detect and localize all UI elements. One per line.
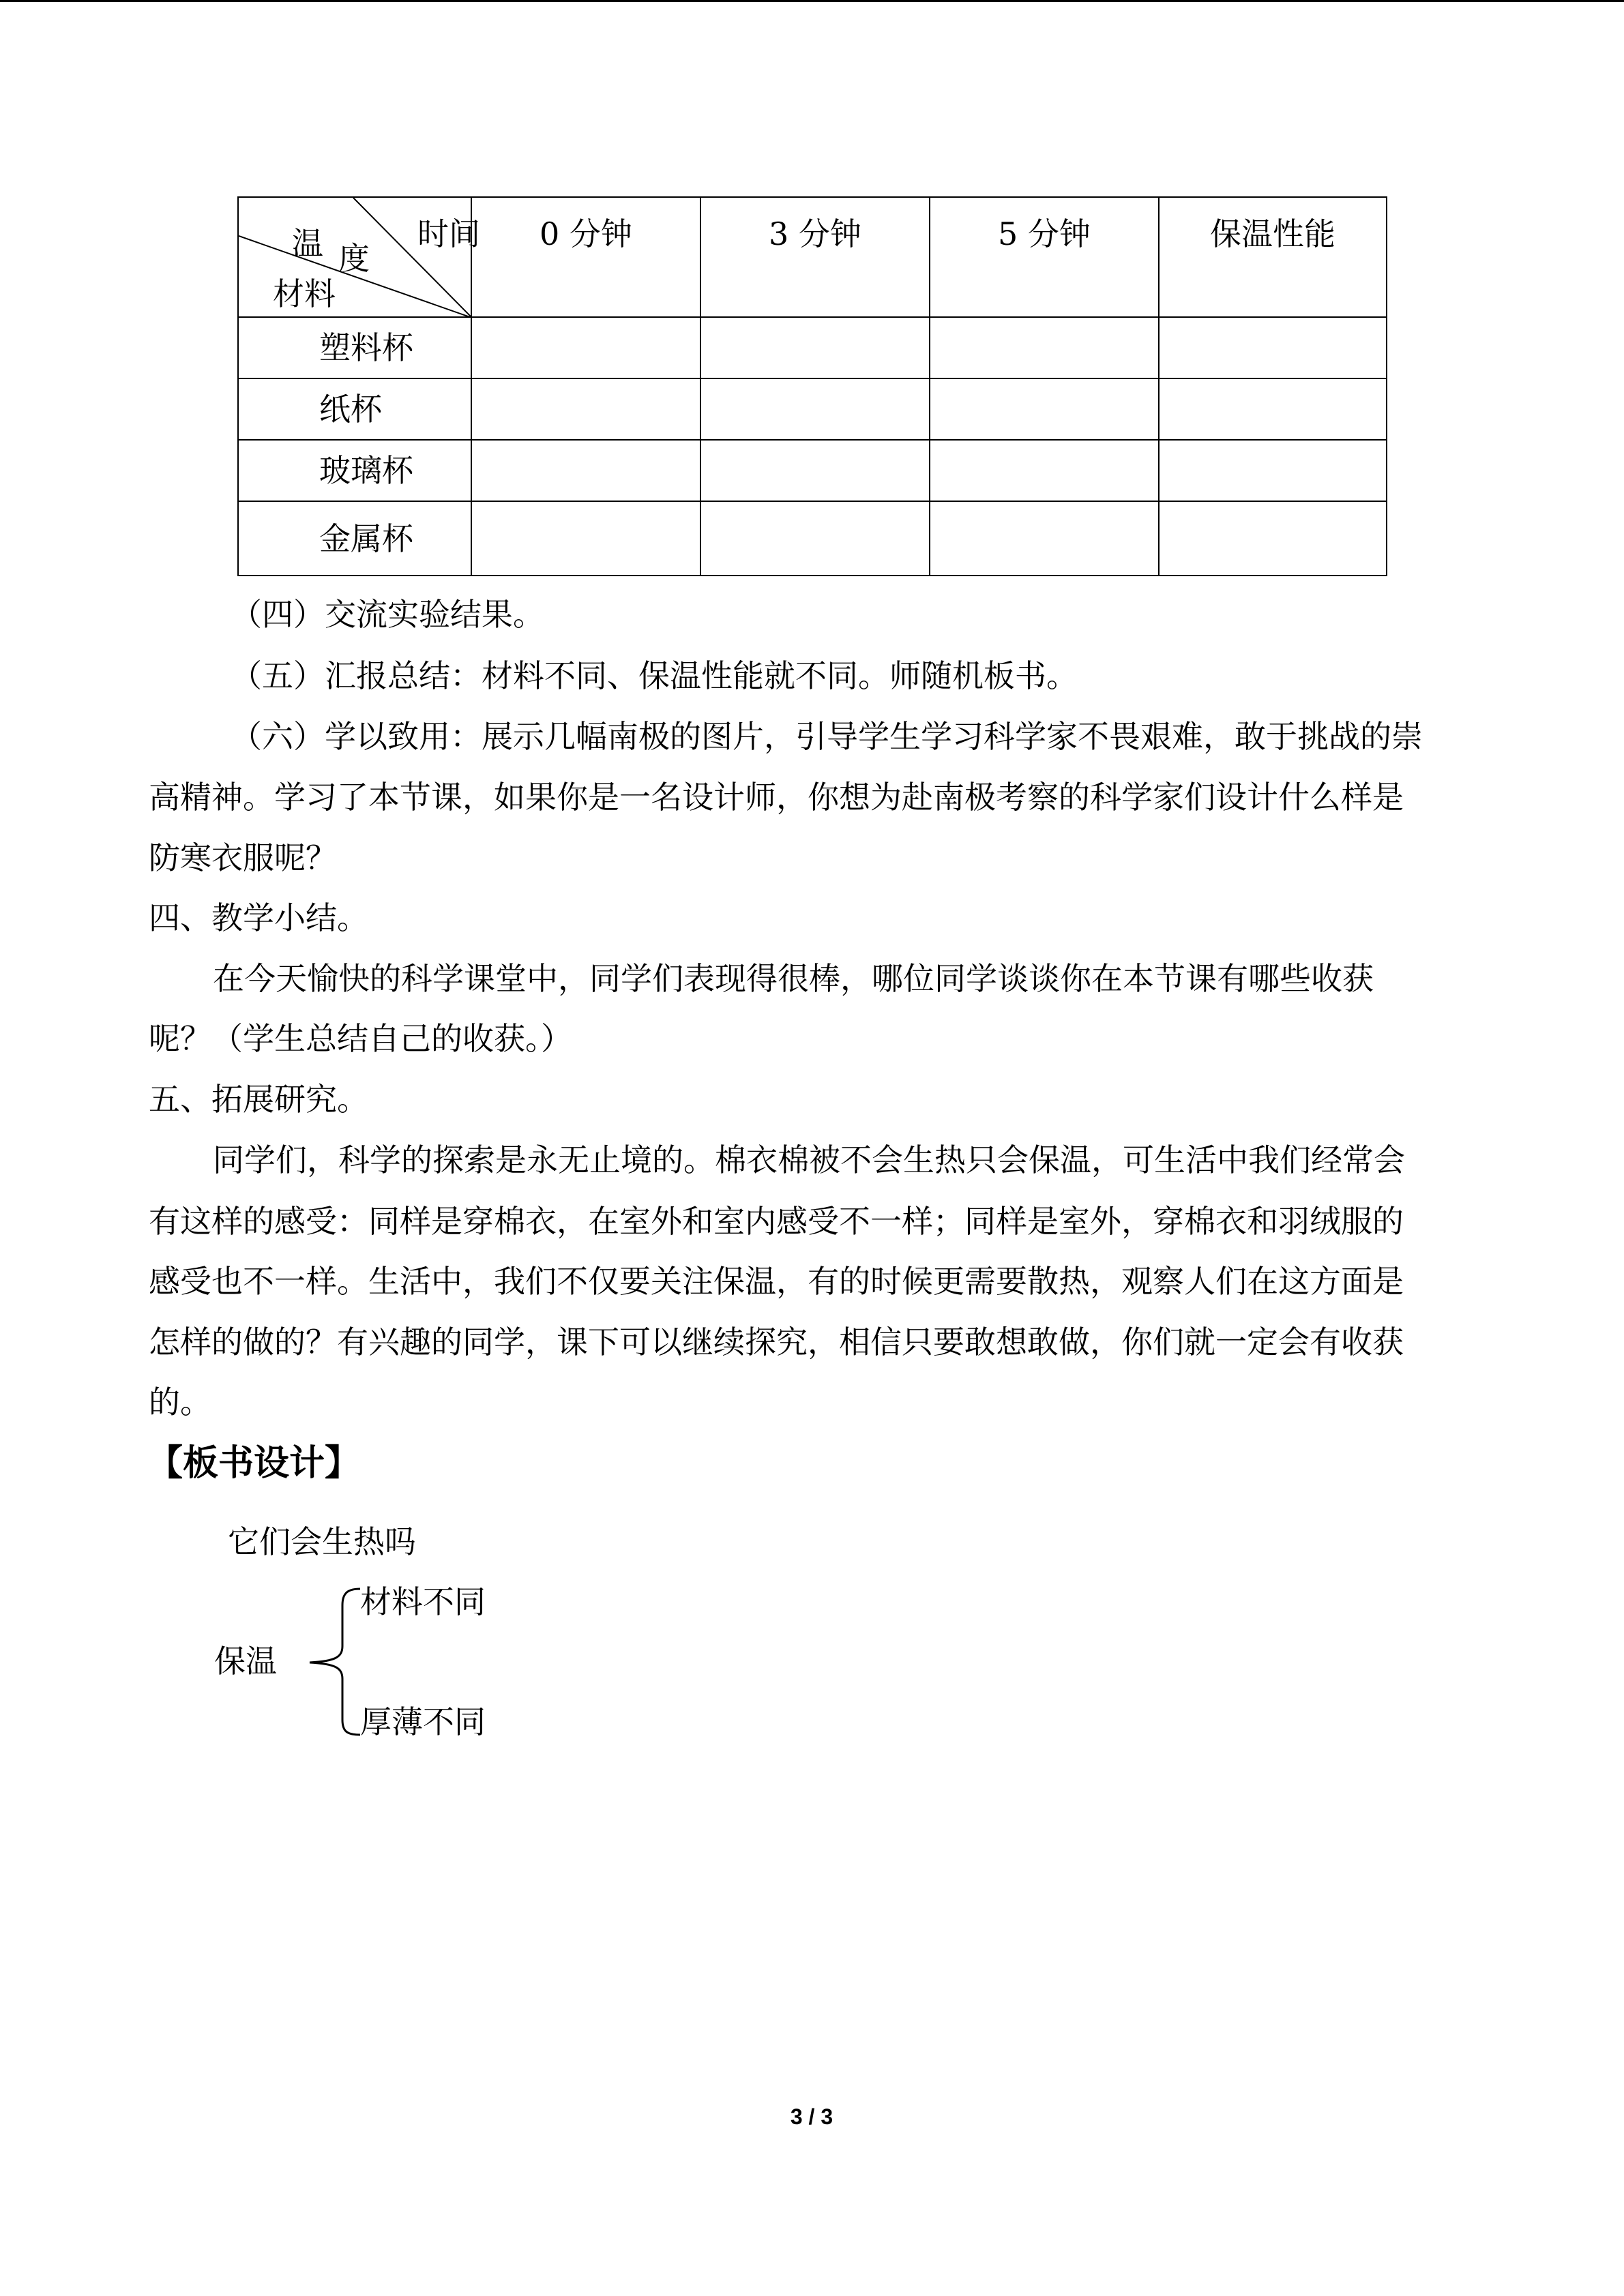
board-brace xyxy=(300,1582,361,1739)
extension-line-4: 怎样的做的？有兴趣的同学，课下可以继续探究，相信只要敢想敢做，你们就一定会有收获 xyxy=(149,1324,1404,1360)
col-header-3min: 3 分钟 xyxy=(700,197,930,317)
table-cell xyxy=(1159,440,1387,501)
page-top-border xyxy=(0,0,1624,2)
board-branch-material: 材料不同 xyxy=(360,1583,486,1620)
diag-label-time: 时间 xyxy=(417,215,480,252)
table-cell xyxy=(930,440,1159,501)
page-number: 3 / 3 xyxy=(790,2104,833,2129)
diag-label-temp-1: 温 xyxy=(292,225,323,262)
table-row xyxy=(238,317,1387,378)
table-cell xyxy=(471,317,700,378)
extension-line-3: 感受也不一样。生活中，我们不仅要关注保温，有的时候更需要散热，观察人们在这方面是 xyxy=(149,1263,1404,1300)
extension-line-1: 同学们，科学的探索是永无止境的。棉衣棉被不会生热只会保温，可生活中我们经常会 xyxy=(213,1142,1405,1178)
material-cell: 塑料杯 xyxy=(238,317,471,378)
paragraph-step-5: （五）汇报总结：材料不同、保温性能就不同。师随机板书。 xyxy=(231,657,1078,694)
table-cell xyxy=(471,501,700,576)
paragraph-step-6-line-3: 防寒衣服呢？ xyxy=(149,839,337,876)
material-cell: 玻璃杯 xyxy=(238,440,471,501)
heading-summary: 四、教学小结。 xyxy=(149,899,368,936)
paragraph-step-4: （四）交流实验结果。 xyxy=(231,596,544,633)
table-cell xyxy=(471,440,700,501)
diagonal-header-cell xyxy=(238,197,480,317)
board-root-label: 保温 xyxy=(214,1643,277,1680)
table-cell xyxy=(1159,378,1387,440)
table-cell xyxy=(1159,501,1387,576)
table-cell xyxy=(700,317,930,378)
board-branch-thickness: 厚薄不同 xyxy=(360,1703,486,1740)
diag-label-temp-2: 度 xyxy=(338,240,370,277)
extension-line-2: 有这样的感受：同样是穿棉衣，在室外和室内感受不一样；同样是室外，穿棉衣和羽绒服的 xyxy=(149,1203,1404,1240)
paragraph-step-6-line-1: （六）学以致用：展示几幅南极的图片，引导学生学习科学家不畏艰难，敢于挑战的崇 xyxy=(231,718,1423,755)
table-cell xyxy=(930,317,1159,378)
extension-line-5: 的。 xyxy=(149,1384,211,1420)
summary-line-2: 呢？（学生总结自己的收获。） xyxy=(149,1020,572,1057)
diag-label-material: 材料 xyxy=(273,275,336,312)
table-row xyxy=(238,378,1387,440)
col-header-5min: 5 分钟 xyxy=(930,197,1159,317)
table-row xyxy=(238,440,1387,501)
heading-extension: 五、拓展研究。 xyxy=(149,1081,368,1118)
table-cell xyxy=(930,378,1159,440)
col-header-insulation: 保温性能 xyxy=(1159,197,1387,317)
material-cell: 纸杯 xyxy=(238,378,471,440)
paragraph-step-6-line-2: 高精神。学习了本节课，如果你是一名设计师，你想为赴南极考察的科学家们设计什么样是 xyxy=(149,779,1404,816)
table-header-row xyxy=(238,197,1387,317)
material-cell: 金属杯 xyxy=(238,501,471,576)
table-cell xyxy=(700,378,930,440)
table-cell xyxy=(1159,317,1387,378)
table-cell xyxy=(930,501,1159,576)
table-row xyxy=(238,501,1387,576)
table-cell xyxy=(471,378,700,440)
board-design-heading: 【板书设计】 xyxy=(147,1442,361,1484)
insulation-experiment-table xyxy=(237,196,1387,576)
table-cell xyxy=(700,440,930,501)
board-title: 它们会生热吗 xyxy=(228,1523,416,1560)
col-header-0min: 0 分钟 xyxy=(471,197,700,317)
summary-line-1: 在今天愉快的科学课堂中，同学们表现得很棒，哪位同学谈谈你在本节课有哪些收获 xyxy=(213,960,1374,997)
table-cell xyxy=(700,501,930,576)
